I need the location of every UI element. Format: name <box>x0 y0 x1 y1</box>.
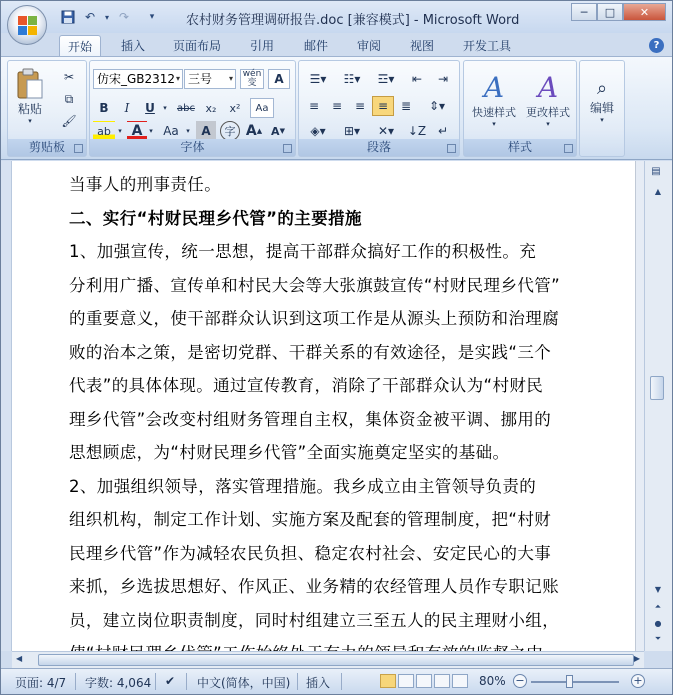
increase-indent-icon[interactable]: ⇥ <box>437 72 449 86</box>
zoom-in-button[interactable]: + <box>631 674 645 688</box>
word-count[interactable]: 字数: 4,064 <box>85 676 152 690</box>
document-line: 1、加强宣传，统一思想，提高干部群众搞好工作的积极性。充 <box>69 242 537 261</box>
paragraph-group <box>298 60 460 157</box>
font-name-value: 仿宋_GB2312 <box>97 72 176 86</box>
web-layout-icon[interactable] <box>416 674 432 688</box>
font-size-value: 三号 <box>188 72 213 86</box>
document-line: 的重要意义，使干部群众认识到这项工作是从源头上预防和治理腐 <box>69 309 560 328</box>
scroll-up-icon[interactable]: ▲ <box>654 186 662 196</box>
page-indicator[interactable]: 页面: 4/7 <box>15 676 67 690</box>
zoom-out-button[interactable]: − <box>513 674 527 688</box>
outline-icon[interactable] <box>434 674 450 688</box>
scroll-right-icon[interactable]: ▶ <box>633 654 640 663</box>
editing-label: 编辑 <box>589 101 614 115</box>
draft-icon[interactable] <box>452 674 468 688</box>
styles-group-label: 样式 <box>464 139 576 156</box>
window-title: 农村财务管理调研报告.doc [兼容模式] - Microsoft Word <box>186 13 520 28</box>
ribbon <box>1 56 672 160</box>
char-shading-button[interactable]: A <box>196 121 216 141</box>
char-border-button[interactable]: A <box>268 69 290 89</box>
format-painter-icon[interactable]: 🖌 <box>61 114 77 128</box>
vertical-scrollbar[interactable] <box>644 161 670 651</box>
sort-icon[interactable]: ↓Z <box>407 124 427 138</box>
zoom-slider-knob[interactable] <box>566 675 573 688</box>
select-browse-object-icon[interactable]: ● <box>654 618 662 628</box>
change-styles-label: 更改样式 <box>526 105 570 119</box>
borders-icon[interactable]: ⊞▾ <box>343 124 361 138</box>
status-separator <box>341 673 342 690</box>
quick-styles-button[interactable]: A 快速样式 ▾ <box>472 70 516 128</box>
paragraph-group-label: 段落 <box>299 139 459 156</box>
full-screen-reading-icon[interactable] <box>398 674 414 688</box>
document-line: 理乡代管”会改变村组财务管理自主权，集体资金被平调、挪用的 <box>69 409 552 429</box>
document-line: 当事人的刑事责任。 <box>69 175 222 194</box>
paste-button[interactable]: 粘贴 ▾ <box>12 65 48 127</box>
font-color-button[interactable]: A <box>127 121 147 141</box>
print-layout-icon[interactable] <box>380 674 396 688</box>
chinese-layout-icon[interactable]: ✕▾ <box>377 124 395 138</box>
document-line: 组织机构，制定工作计划、实施方案及配套的管理制度，把“村财 <box>69 510 552 529</box>
tab-view[interactable]: 视图 <box>410 39 435 53</box>
font-group <box>89 60 296 157</box>
document-line: 员，建立岗位职责制度，同时村组建立三至五人的民主理财小组， <box>69 610 560 630</box>
scroll-left-icon[interactable]: ◀ <box>16 654 23 663</box>
window-controls <box>571 3 666 21</box>
bullets-icon[interactable]: ☰▾ <box>309 72 327 86</box>
numbering-icon[interactable]: ☷▾ <box>343 72 361 86</box>
tab-insert[interactable]: 插入 <box>121 39 146 53</box>
multilevel-list-icon[interactable]: ☲▾ <box>377 72 395 86</box>
font-name-combo[interactable] <box>93 69 183 89</box>
grow-font-label: A <box>245 123 257 139</box>
editing-button[interactable]: ⌕ 编辑 ▾ <box>589 78 614 124</box>
tab-developer[interactable]: 开发工具 <box>463 39 512 53</box>
vertical-scroll-thumb[interactable] <box>650 376 664 400</box>
tab-page-layout[interactable]: 页面布局 <box>173 39 222 53</box>
zoom-level[interactable]: 80% <box>479 674 506 688</box>
superscript-button[interactable]: x² <box>229 101 241 115</box>
document-area <box>1 161 672 651</box>
status-separator <box>75 673 76 690</box>
quick-styles-icon: A <box>483 70 505 104</box>
show-marks-icon[interactable]: ↵ <box>437 124 449 138</box>
change-styles-icon: A <box>537 70 559 104</box>
save-icon[interactable] <box>59 8 77 26</box>
font-color-dropdown-icon[interactable]: ▾ <box>149 127 153 135</box>
italic-button[interactable]: I <box>124 101 130 115</box>
undo-icon[interactable]: ↶ <box>84 10 96 24</box>
font-launcher-icon[interactable] <box>283 144 292 153</box>
paragraph-launcher-icon[interactable] <box>447 144 456 153</box>
ribbon-tabs <box>1 33 672 56</box>
shrink-font-button[interactable]: A ▼ <box>271 124 285 138</box>
justify-icon[interactable]: ≡ <box>372 96 394 116</box>
help-icon[interactable]: ? <box>649 38 664 53</box>
align-left-icon[interactable]: ≡ <box>308 99 320 113</box>
tab-review[interactable]: 审阅 <box>357 39 382 53</box>
horizontal-scroll-thumb[interactable] <box>38 654 634 666</box>
office-logo-icon <box>17 15 38 36</box>
view-ruler-icon[interactable]: ▤ <box>651 165 661 177</box>
document-line: 民理乡代管”作为减轻农民负担、稳定农村社会、安定民心的大事 <box>69 543 552 563</box>
tab-home[interactable]: 开始 <box>59 35 101 56</box>
language-indicator[interactable]: 中文(简体，中国) <box>197 676 291 690</box>
styles-launcher-icon[interactable] <box>564 144 573 153</box>
office-button[interactable] <box>7 5 47 45</box>
chevron-down-icon: ▾ <box>175 74 180 83</box>
customize-qat-icon[interactable]: ▾ <box>149 12 155 22</box>
change-styles-button[interactable]: A 更改样式 ▾ <box>526 70 570 128</box>
decrease-indent-icon[interactable]: ⇤ <box>411 72 423 86</box>
status-separator <box>186 673 187 690</box>
shading-icon[interactable]: ◈▾ <box>310 124 326 138</box>
shrink-font-label: A <box>271 124 280 138</box>
grow-font-button[interactable]: A ▲ <box>245 123 263 139</box>
document-page[interactable] <box>12 161 636 651</box>
copy-icon[interactable]: ⧉ <box>64 91 74 106</box>
clear-formatting-button[interactable]: Aa <box>250 98 274 118</box>
scroll-down-icon[interactable]: ▼ <box>654 584 662 594</box>
redo-icon[interactable]: ↷ <box>118 10 130 24</box>
paste-label: 粘贴 <box>17 101 42 116</box>
bold-button[interactable]: B <box>99 101 109 115</box>
binoculars-icon: ⌕ <box>596 78 608 99</box>
line-spacing-icon[interactable]: ⇕▾ <box>428 99 446 113</box>
font-group-label: 字体 <box>90 139 295 156</box>
clipboard-group <box>7 60 87 157</box>
highlight-button[interactable]: ab <box>93 121 115 141</box>
zoom-slider-track[interactable] <box>531 681 619 683</box>
document-line: 2、加强组织领导，落实管理措施。我乡成立由主管领导负责的 <box>69 476 537 496</box>
document-line: 败的治本之策，是密切党群、干群关系的有效途径，是实践“三个 <box>69 342 552 362</box>
paste-icon <box>15 68 45 100</box>
tab-references[interactable]: 引用 <box>250 39 275 53</box>
highlight-dropdown-icon[interactable]: ▾ <box>118 127 122 135</box>
previous-page-icon[interactable]: ⏶ <box>654 602 662 611</box>
enclose-chars-button[interactable]: 字 <box>220 121 240 141</box>
font-size-combo[interactable] <box>184 69 236 89</box>
document-heading: 二、实行“村财民理乡代管”的主要措施 <box>69 208 362 228</box>
minimize-button[interactable]: ─ <box>571 3 597 21</box>
phonetic-guide-button[interactable] <box>240 69 264 89</box>
maximize-button[interactable]: □ <box>597 3 623 21</box>
document-line: 来抓，乡选拔思想好、作风正、业务精的农经管理人员作专职记账 <box>69 577 560 596</box>
underline-button[interactable]: U <box>145 101 155 115</box>
document-line: 分利用广播、宣传单和村民大会等大张旗鼓宣传“村财民理乡代管” <box>69 275 561 295</box>
change-case-button[interactable]: Aa <box>163 124 179 138</box>
chevron-down-icon: ▾ <box>228 74 233 83</box>
tab-mailings[interactable]: 邮件 <box>304 39 329 53</box>
proofing-icon[interactable]: ✔ <box>165 674 176 688</box>
align-center-icon[interactable]: ≡ <box>331 99 343 113</box>
quick-access-toolbar <box>59 7 161 27</box>
status-bar <box>1 668 672 694</box>
horizontal-scrollbar[interactable] <box>12 651 644 668</box>
subscript-button[interactable]: x₂ <box>205 101 217 115</box>
strikethrough-button[interactable]: abc <box>177 102 195 114</box>
title-bar <box>1 1 672 33</box>
phonetic-guide-char: 变 <box>247 78 257 88</box>
distributed-icon[interactable]: ≣ <box>400 99 412 113</box>
left-margin <box>1 161 12 651</box>
change-case-dropdown-icon[interactable]: ▾ <box>186 127 190 135</box>
status-separator <box>155 673 156 690</box>
document-line: 思想顾虑，为“村财民理乡代管”全面实施奠定坚实的基础。 <box>69 443 510 462</box>
phonetic-guide-label: wén <box>242 69 262 79</box>
quick-styles-label: 快速样式 <box>472 105 516 119</box>
next-page-icon[interactable]: ⏷ <box>654 634 662 643</box>
clipboard-group-label: 剪贴板 <box>8 139 86 156</box>
status-separator <box>297 673 298 690</box>
underline-dropdown-icon[interactable]: ▾ <box>163 104 167 112</box>
align-right-icon[interactable]: ≡ <box>354 99 366 113</box>
undo-dropdown-icon[interactable]: ▾ <box>104 12 109 22</box>
clipboard-launcher-icon[interactable] <box>74 144 83 153</box>
document-line: 代表”的具体体现。通过宣传教育，消除了干部群众认为“村财民 <box>69 376 544 395</box>
cut-icon[interactable]: ✂ <box>63 70 75 84</box>
insert-mode[interactable]: 插入 <box>306 676 331 690</box>
editing-group <box>579 60 625 157</box>
styles-group <box>463 60 577 157</box>
close-button[interactable]: ✕ <box>623 3 666 21</box>
